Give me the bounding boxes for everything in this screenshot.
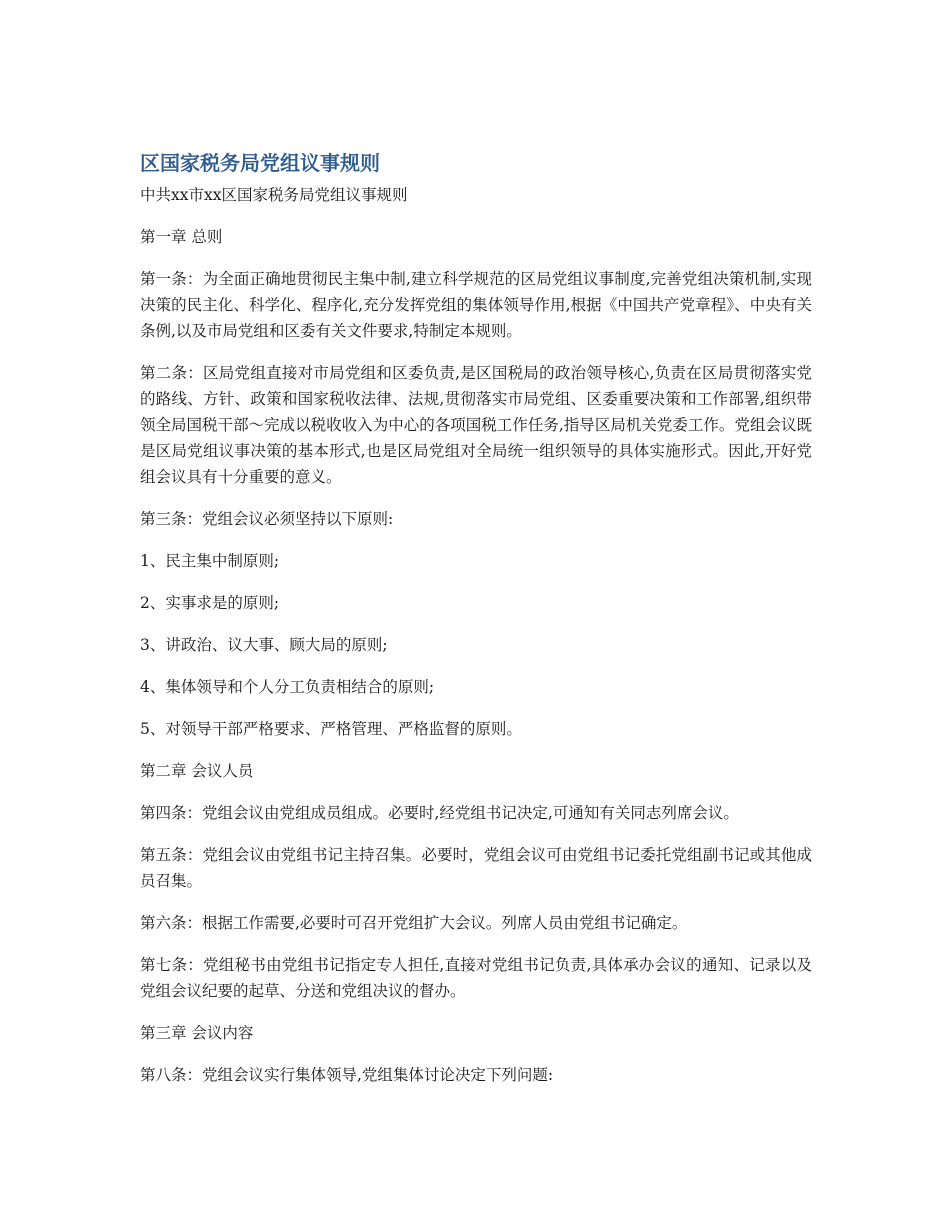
list-item: 5、对领导干部严格要求、严格管理、严格监督的原则。 [140,720,522,738]
chapter-heading: 第三章 会议内容 [140,1024,254,1042]
list-item: 4、集体领导和个人分工负责相结合的原则; [140,678,435,696]
chapter-heading: 第一章 总则 [140,228,223,246]
document-page [140,148,812,1104]
article-paragraph: 第一条：为全面正确地贯彻民主集中制,建立科学规范的区局党组议事制度,完善党组决策机制,实现决策的民主化、科学化、程序化,充分发挥党组的集体领导作用,根据《中国共产党章程》、中央有关条例,以及市局党组和区委有关文件要求,特制定本规则。 [140,270,812,340]
document-title: 区国家税务局党组议事规则 [140,151,380,175]
list-item: 3、讲政治、议大事、顾大局的原则; [140,636,388,654]
list-item: 1、民主集中制原则; [140,552,280,570]
article-paragraph: 第五条：党组会议由党组书记主持召集。必要时，党组会议可由党组书记委托党组副书记或其他成员召集。 [140,846,812,890]
article-paragraph: 第七条：党组秘书由党组书记指定专人担任,直接对党组书记负责,具体承办会议的通知、记录以及党组会议纪要的起草、分送和党组决议的督办。 [140,956,812,1000]
article-paragraph: 第八条：党组会议实行集体领导,党组集体讨论决定下列问题: [140,1066,554,1084]
list-item: 2、实事求是的原则; [140,594,280,612]
article-paragraph: 第四条：党组会议由党组成员组成。必要时,经党组书记决定,可通知有关同志列席会议。 [140,804,739,822]
chapter-heading: 第二章 会议人员 [140,762,254,780]
article-paragraph: 第三条：党组会议必须坚持以下原则: [140,510,394,528]
article-paragraph: 第二条：区局党组直接对市局党组和区委负责,是区国税局的政治领导核心,负责在区局贯彻落实党的路线、方针、政策和国家税收法律、法规,贯彻落实市局党组、区委重要决策和工作部署,组织带领全局国税干部～完成以税收收入为中心的各项国税工作任务,指导区局机关党委工作。党组会议既是区局党组议事决策的基本形式,也是区局党组对全局统一组织领导的具体实施形式。因此,开好党组会议具有十分重要的意义。 [140,364,812,486]
article-paragraph: 第六条：根据工作需要,必要时可召开党组扩大会议。列席人员由党组书记确定。 [140,914,688,932]
document-subtitle: 中共xx市xx区国家税务局党组议事规则 [140,186,408,204]
